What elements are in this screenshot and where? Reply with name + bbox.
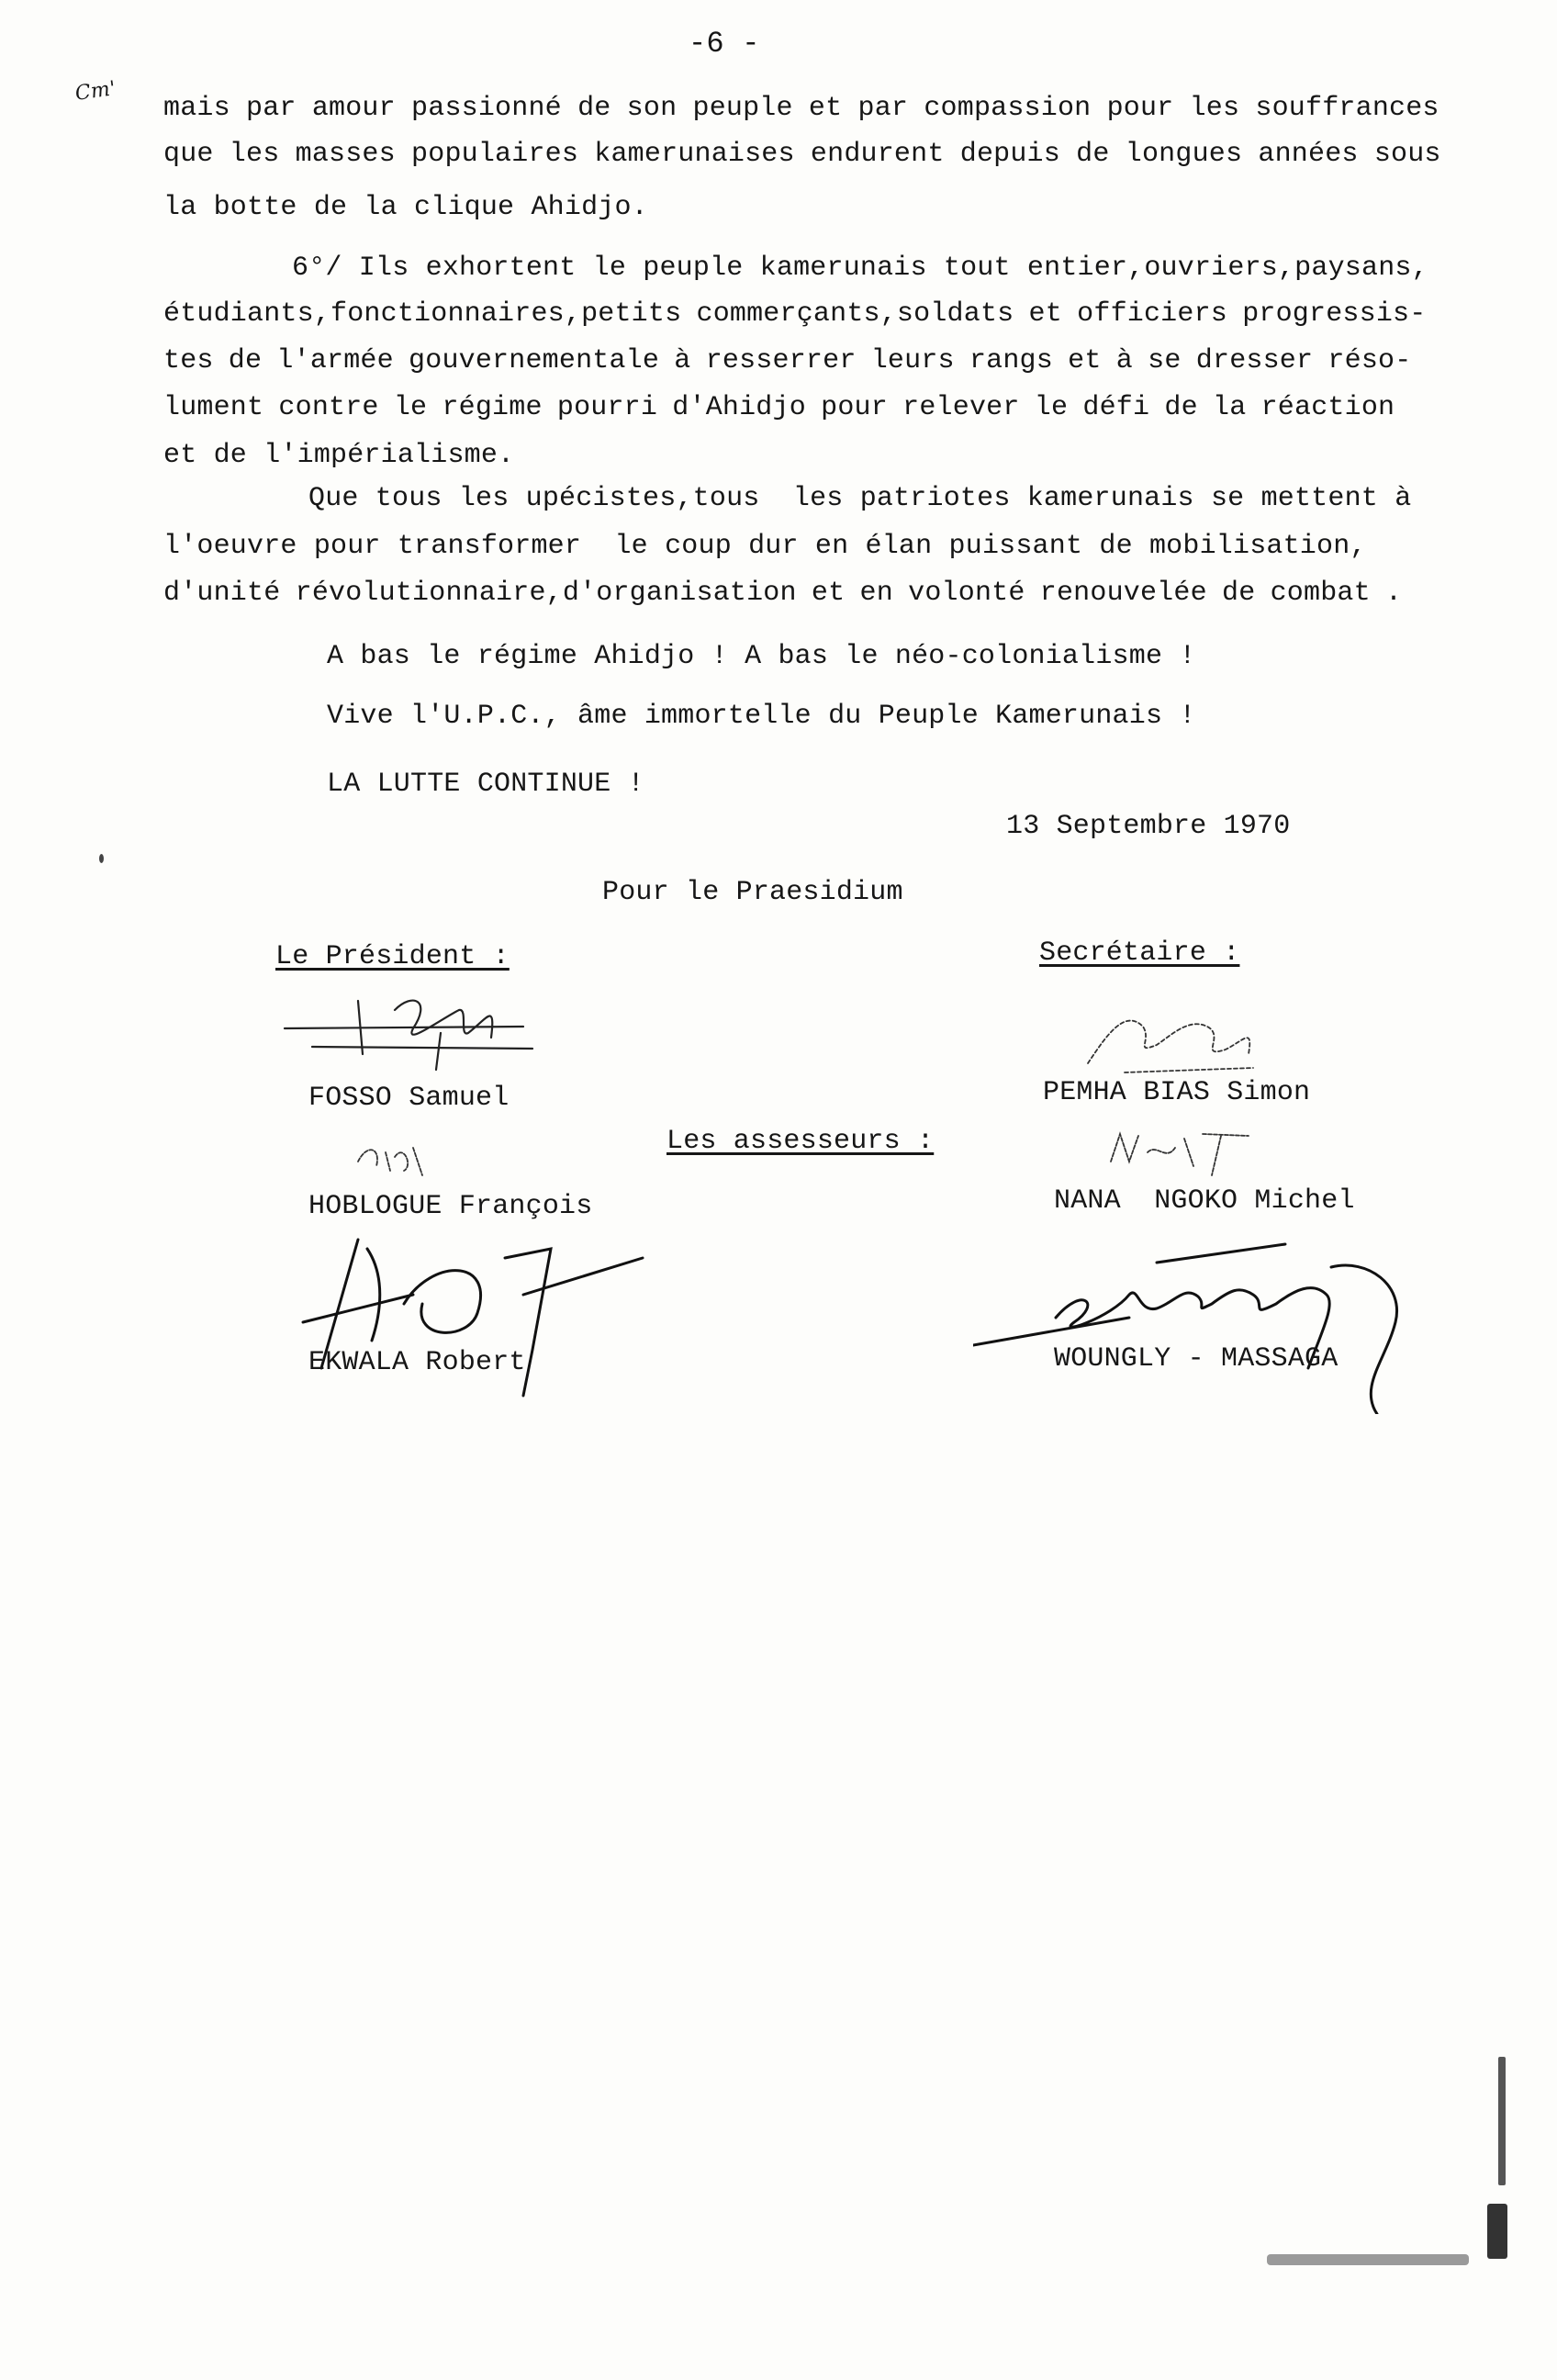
slogan: LA LUTTE CONTINUE !	[327, 769, 644, 800]
assessor-4-name: WOUNGLY - MASSAGA	[1054, 1343, 1339, 1375]
body-line: d'unité révolutionnaire,d'organisation et en volonté renouvelée de combat .	[163, 578, 1403, 609]
scan-speck	[1498, 2057, 1506, 2185]
assessor-2-signature	[1102, 1125, 1258, 1180]
body-line: la botte de la clique Ahidjo.	[163, 192, 648, 223]
slogan: A bas le régime Ahidjo ! A bas le néo-colonialisme !	[327, 641, 1196, 672]
assessors-title: Les assesseurs :	[666, 1126, 935, 1157]
president-signature	[275, 982, 542, 1074]
president-title: Le Président :	[275, 941, 510, 972]
assessor-4-signature	[973, 1230, 1432, 1414]
body-line: que les masses populaires kamerunaises endurent depuis de longues années sous	[163, 139, 1441, 170]
document-date: 13 Septembre 1970	[1006, 811, 1291, 842]
praesidium-heading: Pour le Praesidium	[602, 877, 903, 908]
president-name: FOSSO Samuel	[308, 1083, 510, 1114]
scan-speck	[1487, 2204, 1507, 2259]
body-line: 6°/ Ils exhortent le peuple kamerunais tout entier,ouvriers,paysans,	[292, 253, 1428, 284]
secretary-title: Secrétaire :	[1039, 937, 1240, 969]
assessor-2-name: NANA NGOKO Michel	[1054, 1185, 1355, 1217]
assessor-3-name: EKWALA Robert	[308, 1347, 526, 1378]
body-line: tes de l'armée gouvernementale à resserrer leurs rangs et à se dresser réso-	[163, 345, 1412, 376]
secretary-signature	[1070, 999, 1281, 1082]
assessor-1-name: HOBLOGUE François	[308, 1191, 593, 1222]
margin-note: Cm'	[73, 77, 118, 106]
body-line: étudiants,fonctionnaires,petits commerçants,soldats et officiers progressis-	[163, 298, 1427, 330]
scan-speck	[99, 854, 104, 863]
secretary-name: PEMHA BIAS Simon	[1043, 1077, 1311, 1108]
page-number: -6 -	[689, 27, 760, 61]
body-line: l'oeuvre pour transformer le coup dur en élan puissant de mobilisation,	[163, 531, 1367, 562]
body-line: et de l'impérialisme.	[163, 440, 515, 471]
body-line: mais par amour passionné de son peuple et par compassion pour les souffrances	[163, 93, 1439, 124]
assessor-1-signature	[349, 1134, 441, 1180]
body-line: lument contre le régime pourri d'Ahidjo pour relever le défi de la réaction	[163, 392, 1395, 423]
body-line: Que tous les upécistes,tous les patriotes kamerunais se mettent à	[308, 483, 1412, 514]
slogan: Vive l'U.P.C., âme immortelle du Peuple Kamerunais !	[327, 701, 1196, 732]
scan-speck	[1267, 2254, 1469, 2265]
